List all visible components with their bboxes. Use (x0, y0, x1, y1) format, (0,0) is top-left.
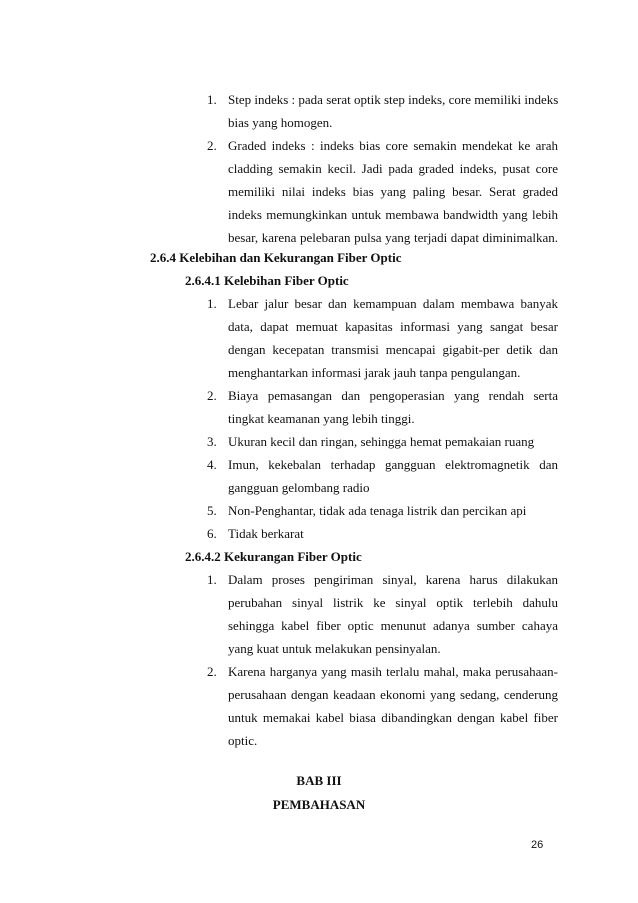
list-item-line: Imun, kekebalan terhadap gangguan elektromagnetik dan (228, 457, 558, 472)
list-number: 1. (207, 296, 217, 311)
list-number: 2. (207, 388, 217, 403)
list-item-line: untuk memakai kabel biasa dibandingkan dengan kabel fiber (228, 710, 558, 725)
subsection-heading: 2.6.4.2 Kekurangan Fiber Optic (185, 549, 362, 564)
list-item-line: tingkat keamanan yang lebih tinggi. (228, 411, 415, 426)
list-item-line: perubahan sinyal listrik ke sinyal optik terlebih dahulu (228, 595, 558, 610)
list-item-line: Graded indeks : indeks bias core semakin mendekat ke arah (228, 138, 558, 153)
page-number: 26 (531, 839, 544, 851)
chapter-title: PEMBAHASAN (272, 797, 366, 812)
list-item-line: perusahaan dengan keadaan ekonomi yang sedang, cenderung (228, 687, 558, 702)
list-item-line: indeks memungkinkan untuk membawa bandwidth yang lebih (228, 207, 558, 222)
list-item-line: sehingga kabel fiber optic menunut adanya sumber cahaya (228, 618, 558, 633)
list-item-line: data, dapat memuat kapasitas informasi yang sangat besar (228, 319, 558, 334)
list-item-line: bias yang homogen. (228, 115, 333, 130)
list-item-line: Step indeks : pada serat optik step indeks, core memiliki indeks (228, 92, 559, 107)
list-item-line: Karena harganya yang masih terlalu mahal, maka perusahaan- (228, 664, 558, 679)
subsection-heading: 2.6.4.1 Kelebihan Fiber Optic (185, 273, 349, 288)
list-item-line: Lebar jalur besar dan kemampuan dalam membawa banyak (228, 296, 558, 311)
list-number: 5. (207, 503, 217, 518)
list-number: 3. (207, 434, 217, 449)
list-item-line: besar, karena pelebaran pulsa yang terjadi dapat diminimalkan. (228, 230, 558, 245)
list-item-line: dengan kecepatan transmisi mencapai gigabit-per detik dan (228, 342, 558, 357)
list-item-line: optic. (228, 733, 258, 748)
list-item-line: memiliki nilai indeks bias yang paling besar. Serat graded (228, 184, 558, 199)
list-number: 2. (207, 664, 217, 679)
list-item-line: cladding semakin kecil. Jadi pada graded indeks, pusat core (228, 161, 558, 176)
list-number: 1. (207, 572, 217, 587)
list-number: 4. (207, 457, 217, 472)
chapter-label: BAB III (296, 773, 342, 788)
list-number: 6. (207, 526, 217, 541)
list-item-line: gangguan gelombang radio (228, 480, 370, 495)
list-item-line: menghantarkan informasi jarak jauh tanpa pengulangan. (228, 365, 521, 380)
list-item-line: Dalam proses pengiriman sinyal, karena harus dilakukan (228, 572, 558, 587)
list-item-line: Biaya pemasangan dan pengoperasian yang rendah serta (228, 388, 558, 403)
list-item-line: Ukuran kecil dan ringan, sehingga hemat pemakaian ruang (228, 434, 535, 449)
list-item-line: Non-Penghantar, tidak ada tenaga listrik dan percikan api (228, 503, 527, 518)
list-item-line: Tidak berkarat (228, 526, 304, 541)
list-number: 1. (207, 92, 217, 107)
list-number: 2. (207, 138, 217, 153)
section-heading: 2.6.4 Kelebihan dan Kekurangan Fiber Optic (150, 250, 402, 265)
list-item-line: yang kuat untuk melakukan pensinyalan. (228, 641, 441, 656)
